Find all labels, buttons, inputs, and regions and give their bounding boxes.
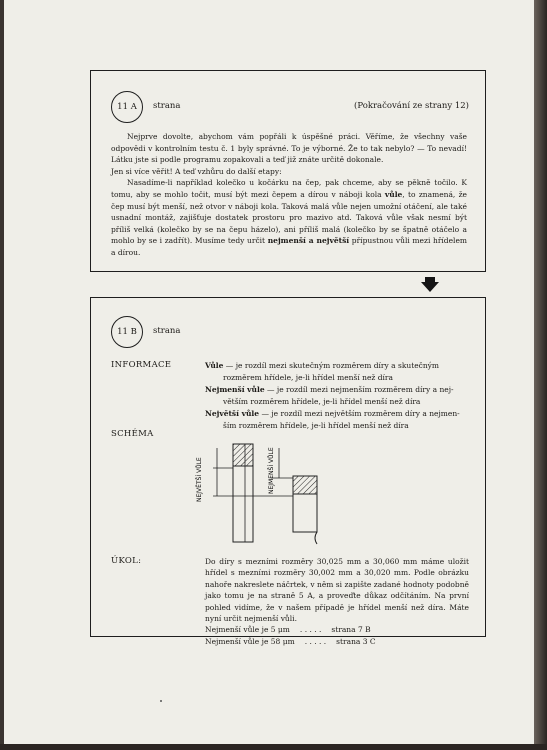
schema-label: SCHÉMA: [111, 429, 154, 439]
answer-1-dots: . . . . .: [299, 625, 322, 635]
ukol-label: ÚKOL:: [111, 556, 142, 566]
hole-shaft-schema: [189, 438, 339, 546]
definition-min-vule: [205, 384, 467, 407]
explanation-term-vule: vůle: [384, 189, 403, 199]
page-edge-shadow: [534, 0, 547, 750]
definition-vule: [205, 360, 467, 383]
definition-min-term: Nejmenší vůle: [205, 385, 265, 394]
answer-2-dots: . . . . .: [304, 636, 327, 646]
definition-min-text: — je rozdíl mezi nejmenším rozměrem díry a nej-: [264, 385, 454, 394]
page-speck: [160, 700, 162, 702]
page-bottom-edge: [0, 744, 547, 750]
explanation-part-1: Nasadíme-li například kolečko u kočárku na čep, pak chceme, aby se pěkně točilo. K tomu, aby se mohlo točit, musí být mezi čepem a dírou v náboji kola: [111, 178, 467, 199]
definition-min-cont: větším rozměrem hřídele, je-li hřídel menší než díra: [223, 396, 421, 406]
answer-1-page: strana 7 B: [331, 625, 371, 635]
shaft-part: [293, 476, 317, 544]
explanation-part-3: přípustnou vůli mezi hřídelem a dírou.: [111, 236, 467, 257]
section-11a-text: [111, 131, 467, 259]
definition-vule-text: — je rozdíl mezi skutečným rozměrem díry a skutečným: [223, 361, 440, 370]
section-11a-badge: 11 A: [111, 91, 143, 123]
definition-vule-cont: rozměrem hřídele, je-li hřídel menší než díra: [223, 372, 393, 382]
answer-option-2[interactable]: [205, 636, 469, 647]
schema-right-label: NEJMENŠÍ VŮLE: [268, 447, 275, 494]
section-11b-box: [90, 297, 486, 646]
answer-option-1[interactable]: [205, 624, 469, 635]
task-text: [205, 556, 469, 647]
definition-max-term: Největší vůle: [205, 409, 260, 418]
task-description: Do díry s mezními rozměry 30,025 mm a 30,060 mm máme uložit hřídel s mezními rozměry 30,002 mm a 30,020 mm. Podle obrázku nahoře nakreslete náčrtek, v něm si zapište zadané hodnoty podobně jako tomu je na straně 5 A, a proveďte důkaz odčítáním. Na první pohled vidíme, že v našem případě je hřídel menší než díra. Máte nyní určit nejmenší vůli.: [205, 557, 469, 624]
informace-label: INFORMACE: [111, 360, 172, 370]
definition-max-text: — je rozdíl mezi největším rozměrem díry a nejmen-: [259, 409, 460, 418]
paragraph-explanation: [111, 177, 467, 258]
section-11b-strana-label: strana: [153, 326, 181, 336]
definition-max-cont: ším rozměrem hřídele, je-li hřídel menší než díra: [223, 420, 409, 430]
definition-max-vule: [205, 408, 467, 431]
section-11a-strana-label: strana: [153, 101, 181, 111]
explanation-part-2: , to znamená, že čep musí být menší, než otvor v náboji kola. Taková malá vůle nejen umožní otáčení, ale také usnadní montáž, zajišťuje dostatek prostoru pro mazivo atd. Taková vůle však nesmí být příliš velká (kolečko by se na čepu házelo), ani příliš malá (kolečko by se špatně otáčelo a mohlo by se i zadřít). Musíme tedy určit: [111, 189, 467, 246]
definition-vule-term: Vůle: [205, 361, 224, 370]
schema-left-label: NEJVĚTŠÍ VŮLE: [196, 457, 203, 502]
section-11a-box: [90, 70, 486, 272]
section-11b-badge: 11 B: [111, 316, 143, 348]
hole-part: [233, 444, 253, 542]
answer-2-page: strana 3 C: [336, 636, 376, 646]
paragraph-encourage: Jen si více věřit! A teď vzhůru do další etapy:: [111, 166, 282, 176]
answer-2-text: Nejmenší vůle je 58 μm: [205, 636, 295, 646]
down-arrow-icon: [421, 282, 439, 292]
paragraph-intro: Nejprve dovolte, abychom vám popřáli k úspěšné práci. Věříme, že všechny vaše odpovědi v kontrolním testu č. 1 byly správné. To je výborné. Že to tak nebylo? — To nevadí! Látku jste si podle programu zopakovali a teď již znáte určitě dokonale.: [111, 132, 467, 165]
explanation-term-min-max: nejmenší a největší: [267, 236, 350, 246]
answer-1-text: Nejmenší vůle je 5 μm: [205, 625, 290, 635]
continuation-note: (Pokračování ze strany 12): [354, 101, 469, 111]
